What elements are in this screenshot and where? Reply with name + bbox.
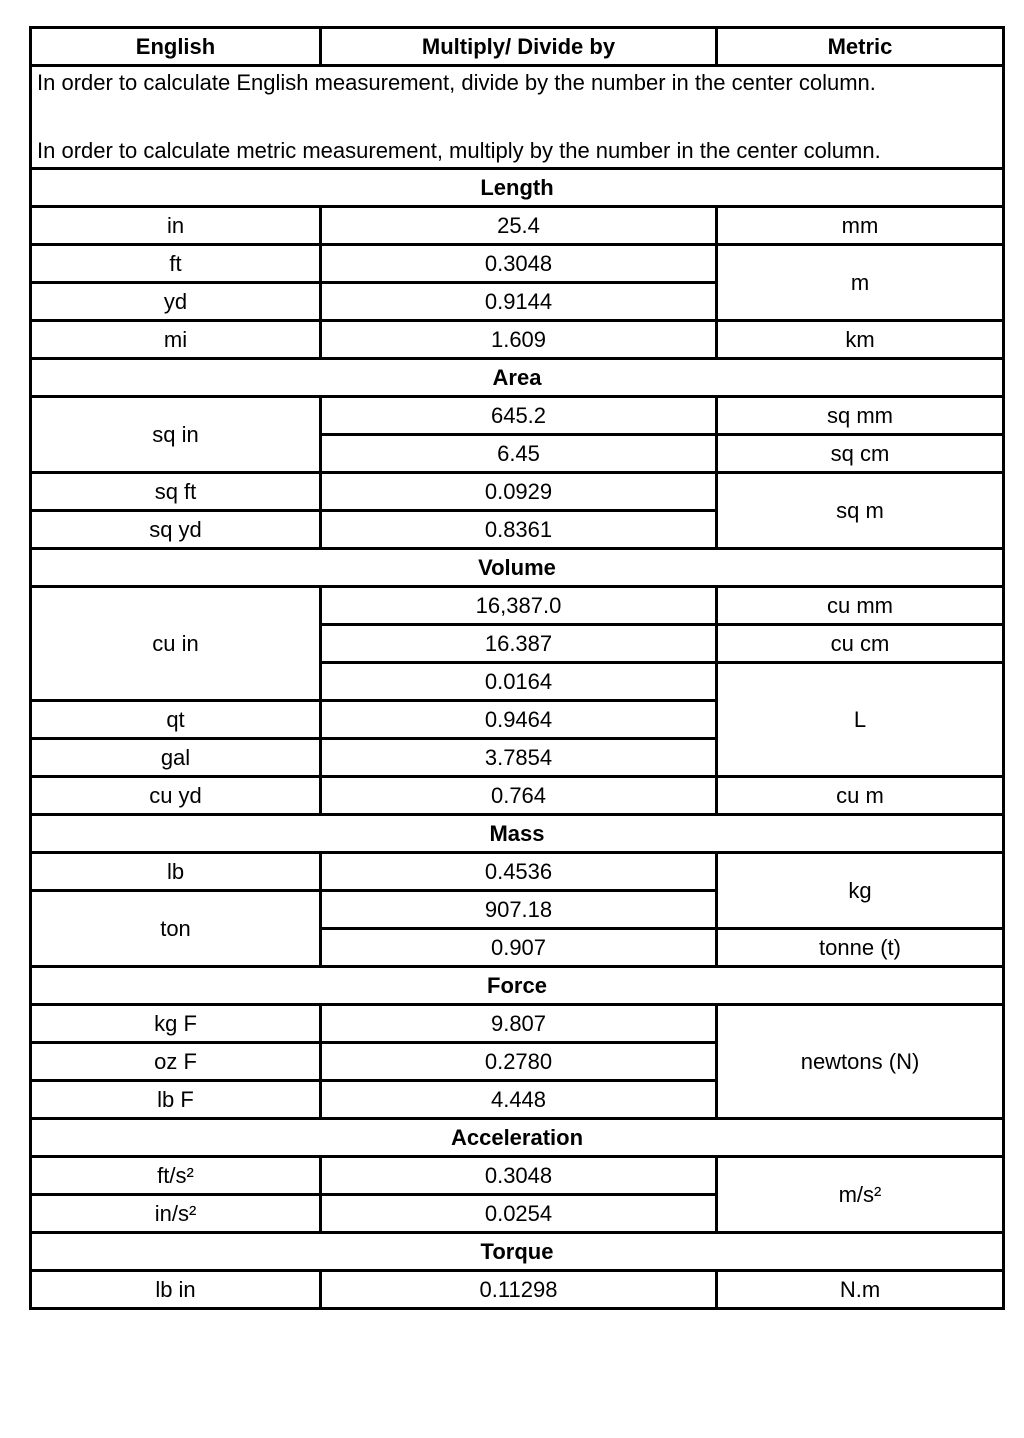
english-unit: sq yd: [31, 511, 321, 549]
english-unit: in/s²: [31, 1195, 321, 1233]
english-unit: sq ft: [31, 473, 321, 511]
metric-unit: sq cm: [717, 435, 1004, 473]
english-unit: mi: [31, 321, 321, 359]
conversion-factor: 645.2: [321, 397, 717, 435]
conversion-factor: 0.907: [321, 929, 717, 967]
conversion-factor: 16.387: [321, 625, 717, 663]
section-row: [31, 815, 1004, 853]
english-unit: in: [31, 207, 321, 245]
conversion-factor: 0.764: [321, 777, 717, 815]
english-unit: gal: [31, 739, 321, 777]
section-title-force: Force: [31, 967, 1004, 1005]
section-row: [31, 359, 1004, 397]
metric-instruction: In order to calculate metric measurement, multiply by the number in the center column.: [37, 138, 881, 163]
table-row: [31, 207, 1004, 245]
english-unit: kg F: [31, 1005, 321, 1043]
english-unit: sq in: [31, 397, 321, 473]
conversion-factor: 3.7854: [321, 739, 717, 777]
conversion-factor: 0.9144: [321, 283, 717, 321]
english-unit: oz F: [31, 1043, 321, 1081]
conversion-table: [29, 26, 1005, 1310]
metric-unit: sq m: [717, 473, 1004, 549]
conversion-factor: 4.448: [321, 1081, 717, 1119]
table-row: [31, 1005, 1004, 1043]
english-unit: yd: [31, 283, 321, 321]
metric-unit: newtons (N): [717, 1005, 1004, 1119]
english-unit: qt: [31, 701, 321, 739]
metric-unit: mm: [717, 207, 1004, 245]
section-title-volume: Volume: [31, 549, 1004, 587]
metric-unit: sq mm: [717, 397, 1004, 435]
header-row: [31, 28, 1004, 66]
conversion-factor: 907.18: [321, 891, 717, 929]
metric-unit: kg: [717, 853, 1004, 929]
conversion-factor: 0.4536: [321, 853, 717, 891]
metric-unit: L: [717, 663, 1004, 777]
english-unit: cu in: [31, 587, 321, 701]
conversion-factor: 0.11298: [321, 1271, 717, 1309]
conversion-factor: 1.609: [321, 321, 717, 359]
english-unit: lb: [31, 853, 321, 891]
table-row: [31, 397, 1004, 435]
metric-unit: km: [717, 321, 1004, 359]
table-row: [31, 853, 1004, 891]
section-title-area: Area: [31, 359, 1004, 397]
conversion-factor: 0.0164: [321, 663, 717, 701]
instructions-cell: [31, 66, 1004, 169]
english-unit: ft/s²: [31, 1157, 321, 1195]
metric-unit: m/s²: [717, 1157, 1004, 1233]
table-row: [31, 1271, 1004, 1309]
section-title-torque: Torque: [31, 1233, 1004, 1271]
conversion-factor: 0.8361: [321, 511, 717, 549]
section-row: [31, 1233, 1004, 1271]
metric-unit: tonne (t): [717, 929, 1004, 967]
metric-unit: cu mm: [717, 587, 1004, 625]
section-title-length: Length: [31, 169, 1004, 207]
header-factor: Multiply/ Divide by: [321, 28, 717, 66]
header-metric: Metric: [717, 28, 1004, 66]
english-unit: cu yd: [31, 777, 321, 815]
conversion-factor: 0.0254: [321, 1195, 717, 1233]
english-instruction: In order to calculate English measurement, divide by the number in the center column.: [37, 70, 876, 95]
section-title-mass: Mass: [31, 815, 1004, 853]
header-english: English: [31, 28, 321, 66]
metric-unit: m: [717, 245, 1004, 321]
conversion-factor: 0.3048: [321, 1157, 717, 1195]
instructions-row: [31, 66, 1004, 169]
conversion-factor: 16,387.0: [321, 587, 717, 625]
table-row: [31, 245, 1004, 283]
conversion-factor: 0.0929: [321, 473, 717, 511]
metric-unit: cu cm: [717, 625, 1004, 663]
conversion-factor: 0.9464: [321, 701, 717, 739]
table-row: [31, 473, 1004, 511]
english-unit: ton: [31, 891, 321, 967]
conversion-factor: 25.4: [321, 207, 717, 245]
section-row: [31, 549, 1004, 587]
table-row: [31, 777, 1004, 815]
table-row: [31, 1157, 1004, 1195]
english-unit: lb in: [31, 1271, 321, 1309]
metric-unit: cu m: [717, 777, 1004, 815]
conversion-factor: 0.2780: [321, 1043, 717, 1081]
english-unit: lb F: [31, 1081, 321, 1119]
section-title-acceleration: Acceleration: [31, 1119, 1004, 1157]
table-row: [31, 321, 1004, 359]
metric-unit: N.m: [717, 1271, 1004, 1309]
conversion-factor: 9.807: [321, 1005, 717, 1043]
section-row: [31, 967, 1004, 1005]
conversion-factor: 6.45: [321, 435, 717, 473]
section-row: [31, 1119, 1004, 1157]
table-row: [31, 587, 1004, 625]
conversion-factor: 0.3048: [321, 245, 717, 283]
english-unit: ft: [31, 245, 321, 283]
section-row: [31, 169, 1004, 207]
